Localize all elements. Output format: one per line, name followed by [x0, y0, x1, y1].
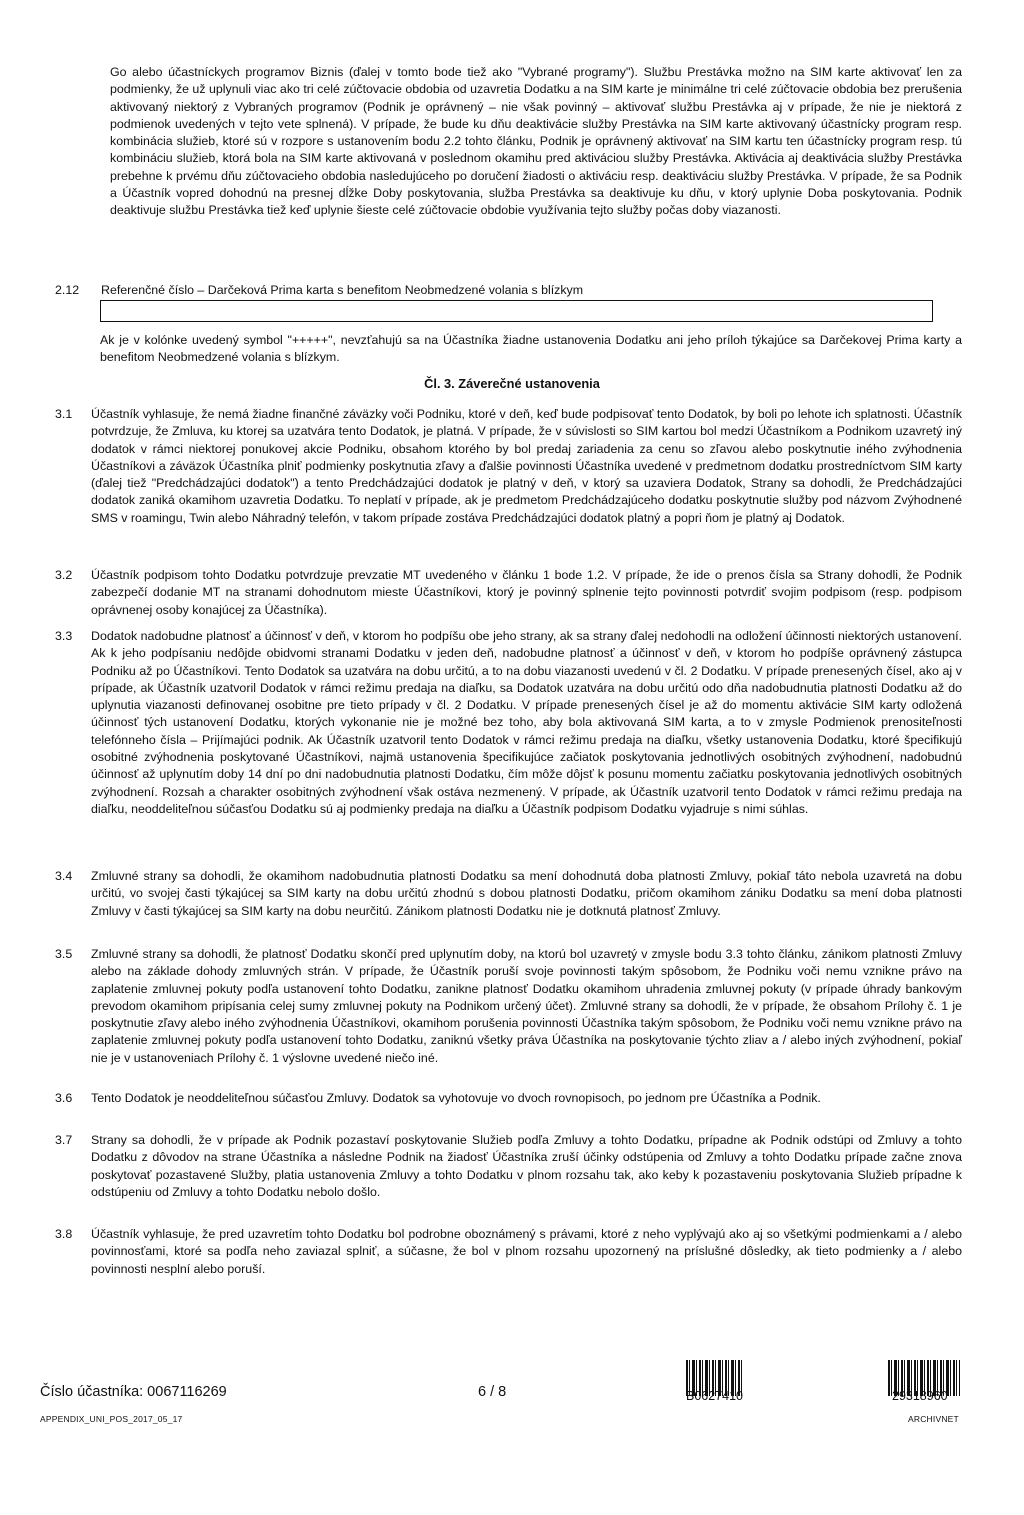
- barcode-number: B0627410: [686, 1389, 744, 1403]
- clause-number: 3.3: [55, 629, 73, 643]
- reference-note: Ak je v kolónke uvedený symbol "+++++", nevzťahujú sa na Účastníka žiadne ustanovenia Dodatku ani jeho príloh týkajúce sa Darčekovej Prima karty a benefitom Neobmedzené volania s blízkym.: [100, 333, 962, 365]
- clause-text: Účastník podpisom tohto Dodatku potvrdzuje prevzatie MT uvedeného v článku 1 bode 1.2. V prípade, že ide o prenos čísla sa Strany dohodli, že Podnik zabezpečí dodanie MT na stranami dohodnutom mieste Účastníkovi, ktorý je povinný splnenie tejto povinnosti potvrdiť svojim podpisom (resp. podpisom oprávnenej osoby konajúcej za Účastníka).: [91, 568, 962, 617]
- clause-number: 3.4: [55, 869, 73, 883]
- clause-text: Účastník vyhlasuje, že pred uzavretím tohto Dodatku bol podrobne oboznámený s právami, ktoré z neho vyplývajú ako aj so všetkými podmienkami a / alebo povinnosťami, ktoré sa podľa neho zaviazal splniť, a súčasne, že bol v plnom rozsahu upozornený na príslušné dôsledky, ak tieto podmienky a / alebo povinnosti nesplní alebo poruší.: [91, 1227, 962, 1276]
- subscriber-number: Číslo účastníka: 0067116269: [40, 1384, 227, 1400]
- clause-number: 3.7: [55, 1133, 73, 1147]
- article-number: Čl. 3.: [424, 376, 455, 391]
- clause-text: Dodatok nadobudne platnosť a účinnosť v deň, v ktorom ho podpíšu obe jeho strany, ak sa strany ďalej nedohodli na odložení účinnosti niektorých ustanovení. Ak k jeho podpísaniu nedôjde obidvomi stranami Dodatku v jeden deň, nadobudne platnosť a účinnosť v deň, v ktorom ho podpíše oprávnený zástupca Podniku až po Účastníkovi. Tento Dodatok sa uzatvára na dobu určitú, a to na dobu viazanosti uvedenú v čl. 2 Dodatku. V prípade prenesených čísel, ako aj v prípade, ak Účastník uzatvoril Dodatok v rámci režimu predaja na diaľku, sa Dodatok uzatvára na dobu určitú odo dňa nadobudnutia platnosti Dodatku až do uplynutia viazanosti definovanej osobitne pre tieto prípady v čl. 2 Dodatku. V prípade prenesených čísel je až do momentu aktivácie SIM karty odložená účinnosť tých ustanovení Dodatku, ktorých vykonanie nie je možné bez toho, aby bola aktivovaná SIM karta, a to v zmysle Podmienok prenositeľnosti telefónneho čísla – Prijímajúci podnik. Ak Účastník uzatvoril tento Dodatok v rámci režimu predaja na diaľku, všetky ustanovenia Dodatku, ktoré špecifikujú osobitné zvýhodnenia poskytované Účastníkovi, najmä ustanovenia špecifikujúce začiatok poskytovania jednotlivých osobitných zvýhodnení, nadobudnú účinnosť až uplynutím doby 14 dní po dni nadobudnutia platnosti Dodatku, čím môže dôjsť k posunu momentu začiatku poskytovania jednotlivých osobitných zvýhodnení. Rozsah a charakter osobitných zvýhodnení však ostáva nezmenený. V prípade, ak Účastník uzatvoril tento Dodatok v rámci režimu predaja na diaľku, neoddeliteľnou súčasťou Dodatku sú aj podmienky predaja na diaľku a Účastník podpisom Dodatku vyjadruje s nimi súhlas.: [91, 629, 962, 816]
- clause-text: Zmluvné strany sa dohodli, že okamihom nadobudnutia platnosti Dodatku sa mení dohodnutá doba platnosti Zmluvy, pokiaľ táto nebola uzavretá na dobu určitú, vo svojej časti týkajúcej sa SIM karty na dobu určitú zhodnú s dobou platnosti Dodatku, pričom okamihom zániku Dodatku sa mení doba platnosti Zmluvy v časti týkajúcej sa SIM karty na dobu neurčitú. Zánikom platnosti Dodatku nie je dotknutá platnosť Zmluvy.: [91, 869, 962, 918]
- article-title: Záverečné ustanovenia: [458, 376, 600, 391]
- clause-text: Zmluvné strany sa dohodli, že platnosť Dodatku skončí pred uplynutím doby, na ktorú bol uzavretý v zmysle bodu 3.3 tohto článku, zánikom platnosti Zmluvy alebo na základe dohody zmluvných strán. V prípade, že Účastník poruší svoje povinnosti takým spôsobom, že Podniku voči nemu vznikne právo na zaplatenie zmluvnej pokuty podľa ustanovení tohto Dodatku, zanikne platnosť Dodatku okamihom uhradenia zmluvnej pokuty (v prípade úhrady bankovým prevodom okamihom pripísania celej sumy zmluvnej pokuty na Podnikom určený účet). Zmluvné strany sa dohodli, že v prípade, že obsahom Prílohy č. 1 je poskytnutie zľavy alebo iného zvýhodnenia Účastníkovi, okamihom porušenia povinnosti Účastníka takým spôsobom, že Podniku voči nemu vznikne právo na zaplatenie zmluvnej pokuty podľa ustanovení tohto Dodatku, zaniknú všetky práva Účastníka na poskytovanie týchto zliav a / alebo iných zvýhodnení, pokiaľ nie je v ustanoveniach Prílohy č. 1 výslovne uvedené niečo iné.: [91, 947, 962, 1065]
- clause-text: Strany sa dohodli, že v prípade ak Podnik pozastaví poskytovanie Služieb podľa Zmluvy a tohto Dodatku, prípadne ak Podnik odstúpi od Zmluvy a tohto Dodatku z dôvodov na strane Účastníka a následne Podnik na žiadosť Účastníka zruší účinky odstúpenia od Zmluvy a tohto Dodatku prípade začne znova poskytovať pozastavené Služby, platia ustanovenia Zmluvy a tohto Dodatku v plnom rozsahu tak, ako keby k pozastaveniu poskytovania Služieb prípadne k odstúpeniu od Zmluvy a tohto Dodatku nebolo došlo.: [91, 1133, 962, 1199]
- page-number: 6 / 8: [478, 1384, 507, 1400]
- clause-number: 3.6: [55, 1091, 73, 1105]
- archive-label: ARCHIVNET: [908, 1414, 959, 1424]
- document-code: APPENDIX_UNI_POS_2017_05_17: [40, 1414, 183, 1424]
- intro-paragraph: Go alebo účastníckych programov Biznis (ďalej v tomto bode tiež ako "Vybrané programy"). Službu Prestávka možno na SIM karte aktivovať len za podmienky, že už uplynuli viac ako tri celé zúčtovacie obdobia od uzavretia Dodatku a na SIM karte je minimálne tri celé zúčtovacie obdobia bez prerušenia aktivovaný niektorý z Vybraných programov (Podnik je oprávnený – nie však povinný – aktivovať službu Prestávka aj v prípade, že nie je niektorá z podmienok uvedených v tejto vete splnená). V prípade, že bude ku dňu deaktivácie služby Prestávka na SIM karte aktivovaný účastnícky program resp. kombinácia služieb, ktoré sú v rozpore s ustanovením bodu 2.2 tohto článku, Podnik je oprávnený aktivovať na SIM kartu ten účastnícky program resp. tú kombináciu služieb, ktorá bola na SIM karte aktivovaná v poslednom okamihu pred aktiváciou služby Prestávka. Aktivácia aj deaktivácia služby Prestávka prebehne k prvému dňu zúčtovacieho obdobia nasledujúceho po doručení žiadosti o aktiváciu resp. deaktiváciu služby Prestávka. V prípade, že sa Podnik a Účastník vopred dohodnú na presnej dĺžke Doby poskytovania, služba Prestávka sa deaktivuje ku dňu, v ktorý uplynie Doba poskytovania. Podnik deaktivuje službu Prestávka tiež keď uplynie šieste celé zúčtovacie obdobie využívania tejto služby počas doby viazanosti.: [110, 65, 962, 218]
- barcode-number: 29318960: [892, 1389, 948, 1403]
- reference-number-field: [100, 300, 933, 322]
- clause-text: Tento Dodatok je neoddeliteľnou súčasťou Zmluvy. Dodatok sa vyhotovuje vo dvoch rovnopisoch, po jednom pre Účastníka a Podnik.: [91, 1091, 821, 1105]
- section-number: 2.12: [55, 283, 80, 297]
- clause-number: 3.8: [55, 1227, 73, 1241]
- clause-number: 3.1: [55, 407, 73, 421]
- clause-number: 3.2: [55, 568, 73, 582]
- clause-text: Účastník vyhlasuje, že nemá žiadne finančné záväzky voči Podniku, ktoré v deň, keď bude podpisovať tento Dodatok, by boli po lehote ich splatnosti. Účastník potvrdzuje, že Zmluva, ku ktorej sa uzatvára tento Dodatok, je platná. V prípade, že v súvislosti so SIM kartou bol medzi Účastníkom a Podnikom uzavretý iný dodatok v rámci niektorej ponukovej akcie Podniku, obsahom ktorého by bol predaj zariadenia za cenu so zľavou alebo poskytnutie iného zvýhodnenia Účastníkovi a záväzok Účastníka plniť podmienky poskytnutia zľavy a ďalšie povinnosti Účastníka uvedené v predmetnom dodatku prostredníctvom SIM karty (ďalej tiež "Predchádzajúci dodatok") a tento Predchádzajúci dodatok je platný v deň, v ktorý sa uzaviera Dodatok, Strany sa dohodli, že Predchádzajúci dodatok zaniká okamihom uzavretia Dodatku. To neplatí v prípade, ak je predmetom Predchádzajúceho dodatku poskytnutie služby pod názvom Zvýhodnené SMS v roamingu, Twin alebo Náhradný telefón, v takom prípade zostáva Predchádzajúci dodatok platný a popri ňom je platný aj Dodatok.: [91, 407, 962, 525]
- section-title: Referenčné číslo – Darčeková Prima karta s benefitom Neobmedzené volania s blízkym: [101, 283, 584, 297]
- article-heading: [0, 376, 1024, 391]
- clause-number: 3.5: [55, 947, 73, 961]
